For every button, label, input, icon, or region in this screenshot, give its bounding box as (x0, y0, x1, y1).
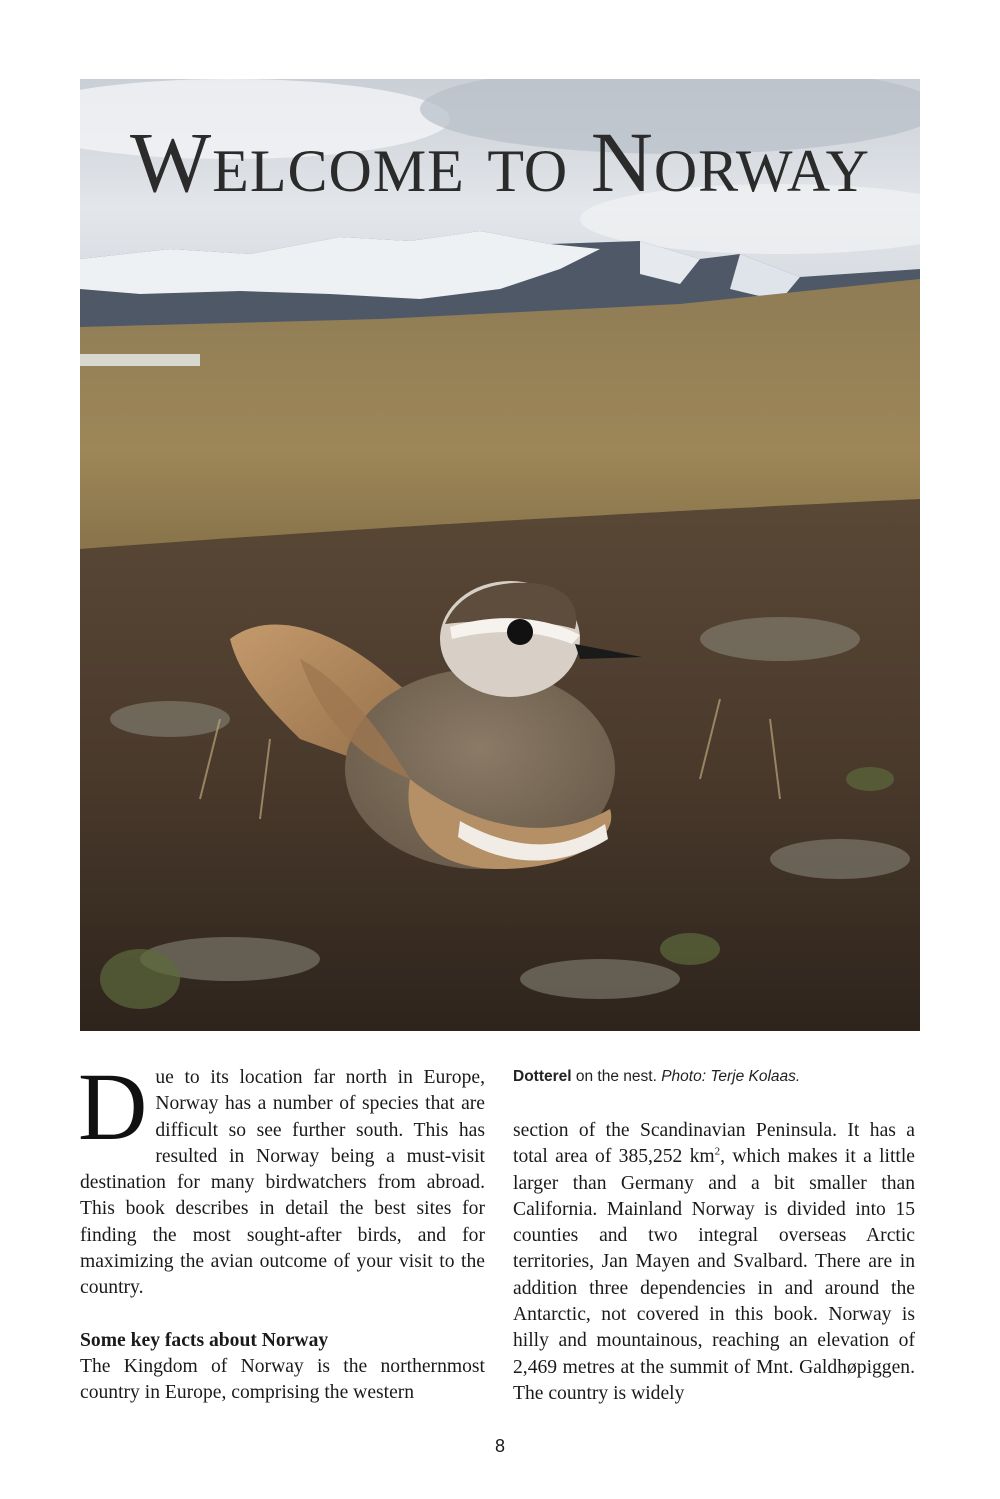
photo-caption (513, 1068, 915, 1086)
intro-paragraph: ue to its location far north in Europe, Norway has a number of species that are difficult so see further south. This has resulted in Norway being a must-visit destination for many birdwatchers from abroad. This book describes in detail the best sites for finding the most sought-after birds, and for maximizing the avian outcome of your visit to the country. (80, 1067, 485, 1299)
section-paragraph-left: The Kingdom of Norway is the northernmost country in Europe, comprising the western (80, 1355, 485, 1404)
drop-cap: D (78, 1053, 148, 1160)
right-column (513, 1118, 915, 1407)
section-heading: Some key facts about Norway (80, 1329, 329, 1351)
dotterel-nest-photo (80, 79, 920, 1031)
right-text-part-1: section of the Scandinavian Peninsula. It has a total area of 385,252 km (513, 1120, 915, 1168)
caption-credit: Photo: Terje Kolaas. (661, 1068, 801, 1085)
page-title: Welcome to Norway (130, 114, 870, 210)
page-number: 8 (494, 1436, 505, 1456)
intro-column (78, 1053, 485, 1407)
superscript: 2 (714, 1145, 721, 1158)
section-paragraph-right (513, 1118, 915, 1407)
right-text-part-2: , which makes it a little larger than Germany and a bit smaller than California. Mainland Norway is divided into 15 counties and two integral overseas Arctic territories, Jan Mayen and Svalbard. There are in addition three dependencies in and around the Antarctic, not covered in this book. Norway is hilly and mountainous, reaching an elevation of 2,469 metres at the summit of Mnt. Galdhøpiggen. The country is widely (513, 1146, 915, 1404)
caption-species: Dotterel (513, 1068, 572, 1085)
caption-text: on the nest. (571, 1068, 662, 1085)
hero-photo (80, 79, 920, 1031)
